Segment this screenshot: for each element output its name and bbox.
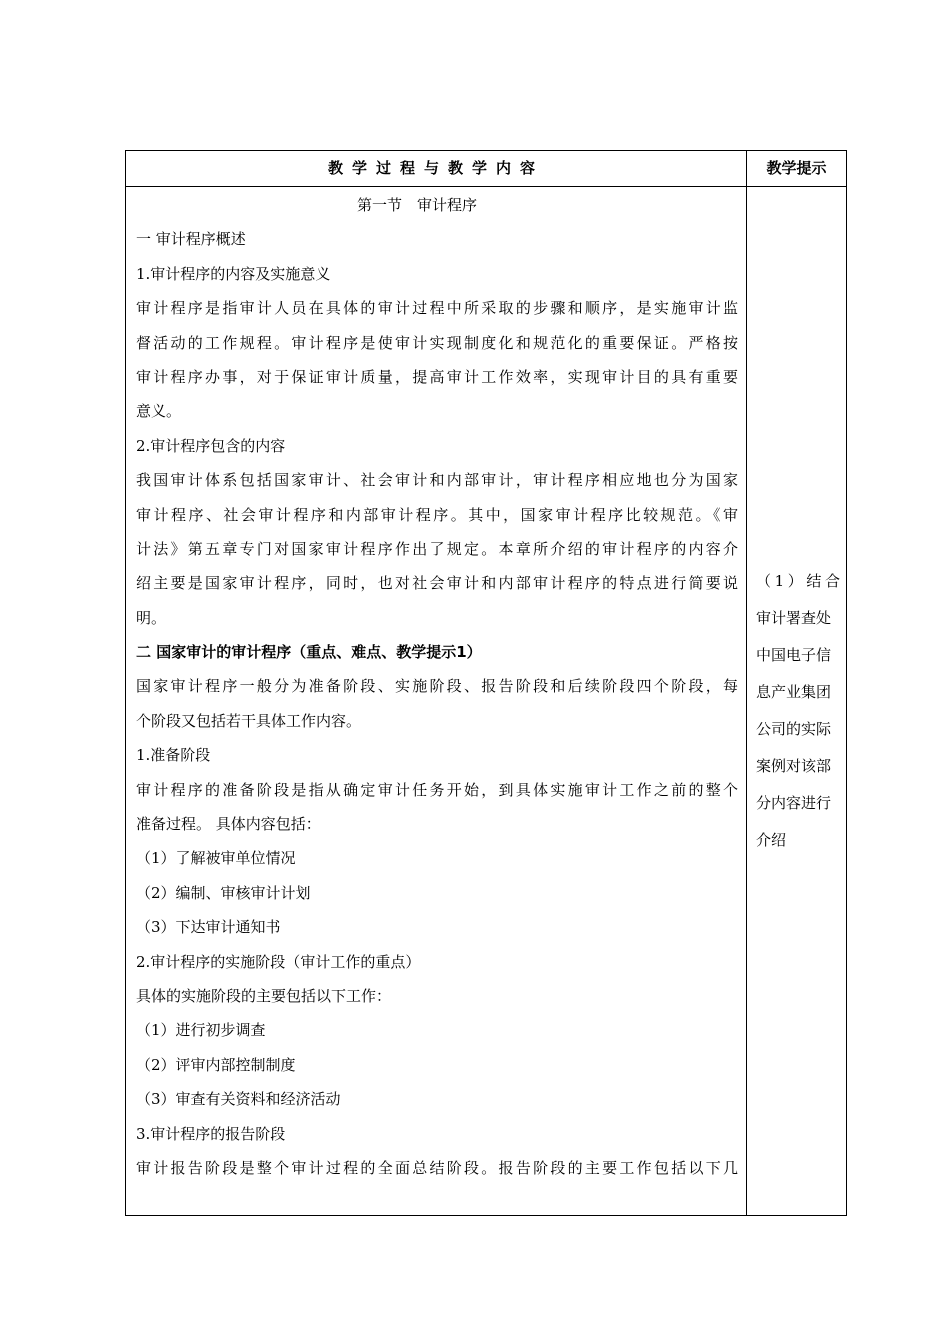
content-line: 我国审计体系包括国家审计、社会审计和内部审计，审计程序相应地也分为国家 (136, 471, 738, 490)
content-line: 绍主要是国家审计程序，同时，也对社会审计和内部审计程序的特点进行简要说 (136, 574, 738, 593)
content-line: 国家审计程序一般分为准备阶段、实施阶段、报告阶段和后续阶段四个阶段，每 (136, 677, 738, 696)
tip-line: 介绍 (756, 831, 787, 849)
content-line: 准备过程。 具体内容包括： (136, 815, 321, 834)
content-line: 2.审计程序包含的内容 (136, 436, 286, 455)
content-line: 计法》第五章专门对国家审计程序作出了规定。本章所介绍的审计程序的内容介 (136, 539, 738, 558)
content-line: 审计程序、社会审计程序和内部审计程序。其中，国家审计程序比较规范。《审 (136, 505, 738, 524)
content-line: 个阶段又包括若干具体工作内容。 (136, 711, 362, 730)
content-line: 审计程序办事，对于保证审计质量，提高审计工作效率，实现审计目的具有重要 (136, 367, 738, 386)
content-line: 1.准备阶段 (136, 746, 211, 765)
tip-line: （1）结合 (756, 572, 840, 590)
content-line: 1.审计程序的内容及实施意义 (136, 264, 331, 283)
header-teaching-tips: 教学提示 (766, 159, 827, 177)
content-line: 3.审计程序的报告阶段 (136, 1124, 286, 1143)
content-line: （2）评审内部控制制度 (136, 1055, 296, 1074)
content-line: 二 国家审计的审计程序（重点、难点、教学提示1） (136, 643, 482, 662)
content-line: 审计程序是指审计人员在具体的审计过程中所采取的步骤和顺序，是实施审计监 (136, 299, 738, 318)
content-line: （2）编制、审核审计计划 (136, 883, 311, 902)
header-teaching-content: 教学过程与教学内容 (327, 159, 544, 177)
tip-line: 案例对该部 (756, 757, 832, 775)
content-line: 具体的实施阶段的主要包括以下工作： (136, 986, 392, 1005)
content-line: 一 审计程序概述 (136, 230, 246, 249)
column-divider (746, 151, 747, 1215)
teaching-tips-cell (756, 563, 840, 859)
tip-line: 审计署查处 (756, 609, 832, 627)
content-line: （3）下达审计通知书 (136, 918, 281, 937)
lesson-table (125, 150, 847, 1216)
content-line: （1）进行初步调查 (136, 1021, 266, 1040)
tip-line: 分内容进行 (756, 794, 832, 812)
content-line: 意义。 (136, 402, 182, 421)
content-line: （1）了解被审单位情况 (136, 849, 296, 868)
table-header-row (126, 151, 846, 187)
content-line: 审计报告阶段是整个审计过程的全面总结阶段。报告阶段的主要工作包括以下几 (136, 1158, 738, 1177)
tip-line: 息产业集团 (756, 683, 832, 701)
content-line: 审计程序的准备阶段是指从确定审计任务开始，到具体实施审计工作之前的整个 (136, 780, 738, 799)
content-line: 2.审计程序的实施阶段（审计工作的重点） (136, 952, 421, 971)
teaching-content-cell (136, 188, 738, 1185)
content-line: 第一节 审计程序 (356, 196, 477, 214)
content-line: （3）审查有关资料和经济活动 (136, 1090, 341, 1109)
content-line: 督活动的工作规程。审计程序是使审计实现制度化和规范化的重要保证。严格按 (136, 333, 738, 352)
content-line: 明。 (136, 608, 167, 627)
tip-line: 中国电子信 (756, 646, 832, 664)
tip-line: 公司的实际 (756, 720, 832, 738)
